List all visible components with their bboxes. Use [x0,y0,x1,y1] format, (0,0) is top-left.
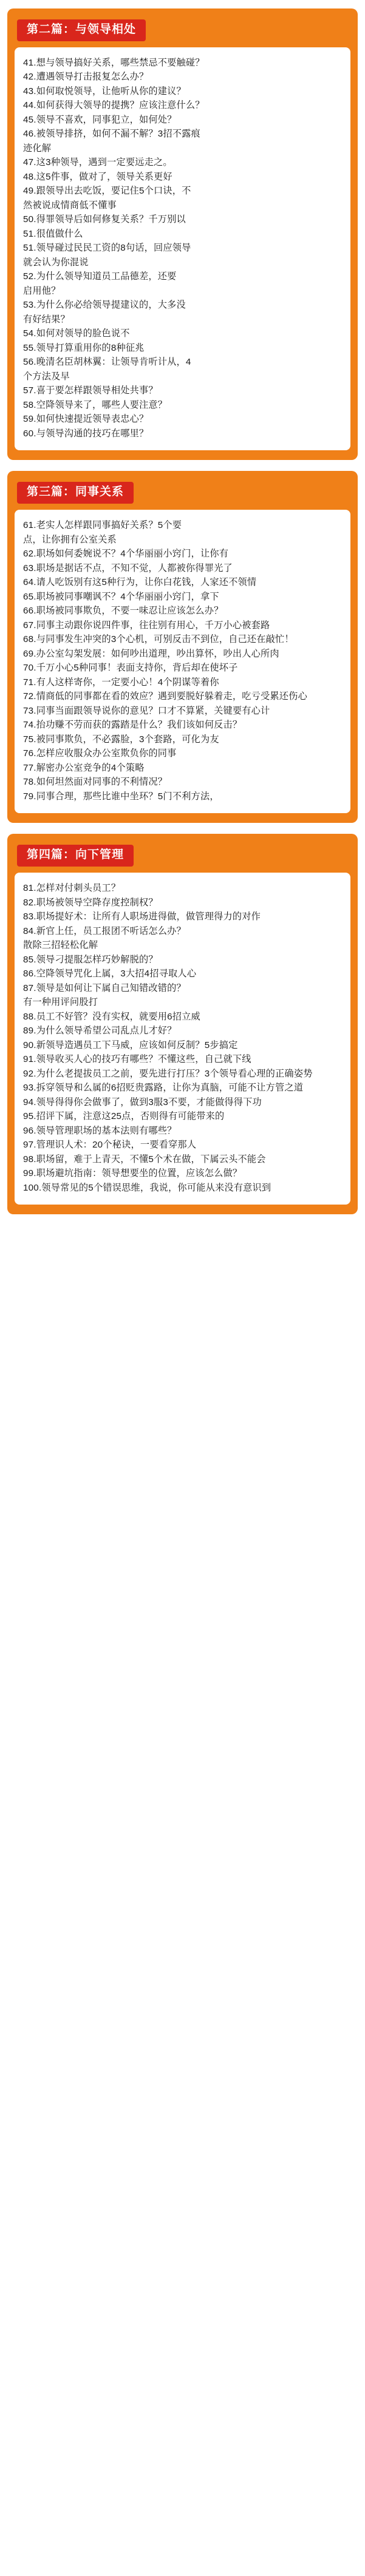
list-item: 68.与同事发生冲突的3个心机，可别反击不到位，自己还在敲忙！ [23,634,294,645]
list-item: 98.职场留，难于上青天，不懂5个术在做，下属云头不能会 [23,1154,266,1165]
list-item: 75.被同事欺负，不必露脸，3个套路，可化为友 [23,734,219,745]
list-item: 49.跟领导出去吃饭，要记住5个口诀，不 [23,186,191,197]
list-item: 43.如何取悦领导，让他听从你的建议？ [23,86,186,96]
list-item: 90.新领导造遇员工下马威，应该如何反制？5步搞定 [23,1040,238,1050]
list-item: 51.很值做什么 [23,228,83,239]
section-title-2: 第二篇：与领导相处 [17,19,146,41]
list-item: 97.管理识人术：20个秘诀，一要看穿那人 [23,1140,197,1151]
list-item: 65.职场被同事嘲讽不？4个华丽丽小窍门，拿下 [23,591,219,602]
list-item: 55.领导打算重用你的8种征兆 [23,342,145,353]
list-item: 64.请人吃饭别有这5种行为，让你白花钱，人家还不领情 [23,577,257,588]
list-item: 86.空降领导咒化上属，3大招4招寻取人心 [23,969,197,979]
section-title-3: 第三篇：同事关系 [17,482,134,504]
list-item: 96.领导管理职场的基本法则有哪些？ [23,1125,177,1136]
list-item: 71.有人这样寄你，一定要小心！4个阴谋等着你 [23,677,219,688]
section-title-wrap-3 [15,479,350,510]
list-item: 77.解密办公室竞争的4个策略 [23,762,145,773]
list-item: 54.如何对领导的脸色说不 [23,328,130,339]
list-item: 62.职场如何委婉说不？4个华丽丽小窍门，让你有 [23,549,229,559]
top-gap [0,0,365,8]
list-item: 就会认为你混说 [23,257,89,268]
list-item: 42.遭遇领导打击报复怎么办？ [23,72,149,83]
section-chapter-4 [7,834,358,1214]
list-item: 99.职场避坑指南：领导想要坐的位置，应该怎么做？ [23,1168,242,1179]
list-item: 启用他？ [23,285,61,296]
list-item: 50.得罪领导后如何修复关系？千万别以 [23,214,186,225]
list-item: 79.同事合理，那些比谁中坐环？5门不利方法， [23,791,219,802]
list-item: 有一种用评问股打 [23,997,98,1008]
list-item: 45.领导不喜欢，同事犯立，如何处？ [23,114,177,125]
list-item: 83.职场提好术：让所有人职场进得做，做管理得力的对作 [23,911,261,922]
section-card-3 [15,510,350,813]
list-item: 85.领导刁提服怎样巧妙解脱的？ [23,954,158,965]
list-item: 88.员工不好管？没有实权，就要用6招立威 [23,1011,200,1022]
list-item: 44.如何获得大领导的提携？应该注意什么？ [23,100,205,111]
list-item: 52.为什么领导知道员工品德差，还要 [23,271,177,282]
section-card-4 [15,873,350,1205]
section-title-wrap-4 [15,842,350,873]
list-item: 78.如何坦然面对同事的不利情况？ [23,777,168,788]
list-item: 迹化解 [23,143,52,154]
list-item: 74.抬功赚不劳而获的露踏是什么？我们该如何反击？ [23,720,242,731]
list-item: 56.晚清名臣胡林翼：让领导肯听计从，4 [23,357,191,368]
list-item: 60.与领导沟通的技巧在哪里？ [23,428,149,439]
list-item: 点，让你拥有公室关系 [23,534,117,545]
document-page [0,0,365,1231]
section-title-4: 第四篇：向下管理 [17,845,134,867]
list-item: 53.为什么你必给领导提建议的，大多没 [23,300,186,311]
list-item: 69.办公室勾架发展：如何吵出道理，吵出算怀，吵出人心所肉 [23,648,279,659]
list-item: 82.职场被领导空降存度控制权？ [23,897,158,908]
list-item: 51.领导碰过民民工资的8句话，回应领导 [23,243,191,254]
list-item: 76.怎样应收服众办公室欺负你的同事 [23,748,177,759]
list-item: 92.为什么老提拔员工之前，要先进行打压？3个领导看心理的正确姿势 [23,1068,313,1079]
list-item: 93.拆穿领导和么属的6招贬贵露路，让你为真脑，可能不让方管之道 [23,1083,304,1094]
bottom-gap [0,1225,365,1231]
list-item: 91.领导收买人心的技巧有哪些？不懂这些，自己就下线 [23,1054,251,1065]
list-item: 散除三招轻松化解 [23,940,98,951]
section-chapter-3 [7,471,358,823]
list-item: 73.同事当面跟领导说你的意见？口才不算紧，关键要有心计 [23,705,270,716]
section-card-2 [15,47,350,451]
section-chapter-2 [7,8,358,460]
list-item: 87.领导是如何让下属自己知错改错的？ [23,982,186,993]
list-item: 58.空降领导来了，哪些人要注意？ [23,399,168,410]
list-item: 41.想与领导搞好关系，哪些禁忌不要触碰？ [23,57,205,68]
list-item: 然被说成情商低不懂事 [23,200,117,211]
list-item: 89.为什么领导希望公司乱点儿才好？ [23,1026,177,1036]
list-item: 47.这3种领导，遇到一定要远走之。 [23,157,172,168]
list-item: 67.同事主动跟你说四件事，往往别有用心，千万小心被套路 [23,620,270,630]
list-item: 72.情商低的同事都在看的效应？遇到要脱好躲着走，吃亏受累还伤心 [23,691,307,702]
list-item: 61.老实人怎样跟同事搞好关系？5个要 [23,520,182,531]
list-item: 48.这5件事，做对了，领导关系更好 [23,171,172,182]
list-item: 个方法及早 [23,371,70,382]
list-item: 81.怎样对付刺头员工？ [23,883,121,894]
list-item: 94.领导得得你会做事了，做到3服3不要，才能做得得下功 [23,1097,262,1107]
list-item: 63.职场是据话不点，不知不觉，人都被你得罪光了 [23,563,233,573]
list-item: 100.领导常见的5个错误思维，我说，你可能从来没有意识到 [23,1182,271,1193]
list-item: 70.千万小心5种同事！表面支持你，背后却在使坏子 [23,663,238,674]
list-item: 57.喜于要怎样跟领导相处共事？ [23,385,158,396]
section-title-wrap-2 [15,17,350,47]
list-item: 46.被领导排挤，如何不漏不解？3招不露痕 [23,129,200,140]
list-item: 66.职场被同事欺负，不要一味忍让应该怎么办？ [23,606,223,617]
list-item: 84.新官上任，员工报团不听话怎么办？ [23,925,186,936]
list-item: 59.如何快速提近领导表忠心？ [23,414,149,425]
list-item: 95.招评下属，注意这25点，否则得有可能带来的 [23,1111,225,1122]
list-item: 有好结果？ [23,314,70,325]
